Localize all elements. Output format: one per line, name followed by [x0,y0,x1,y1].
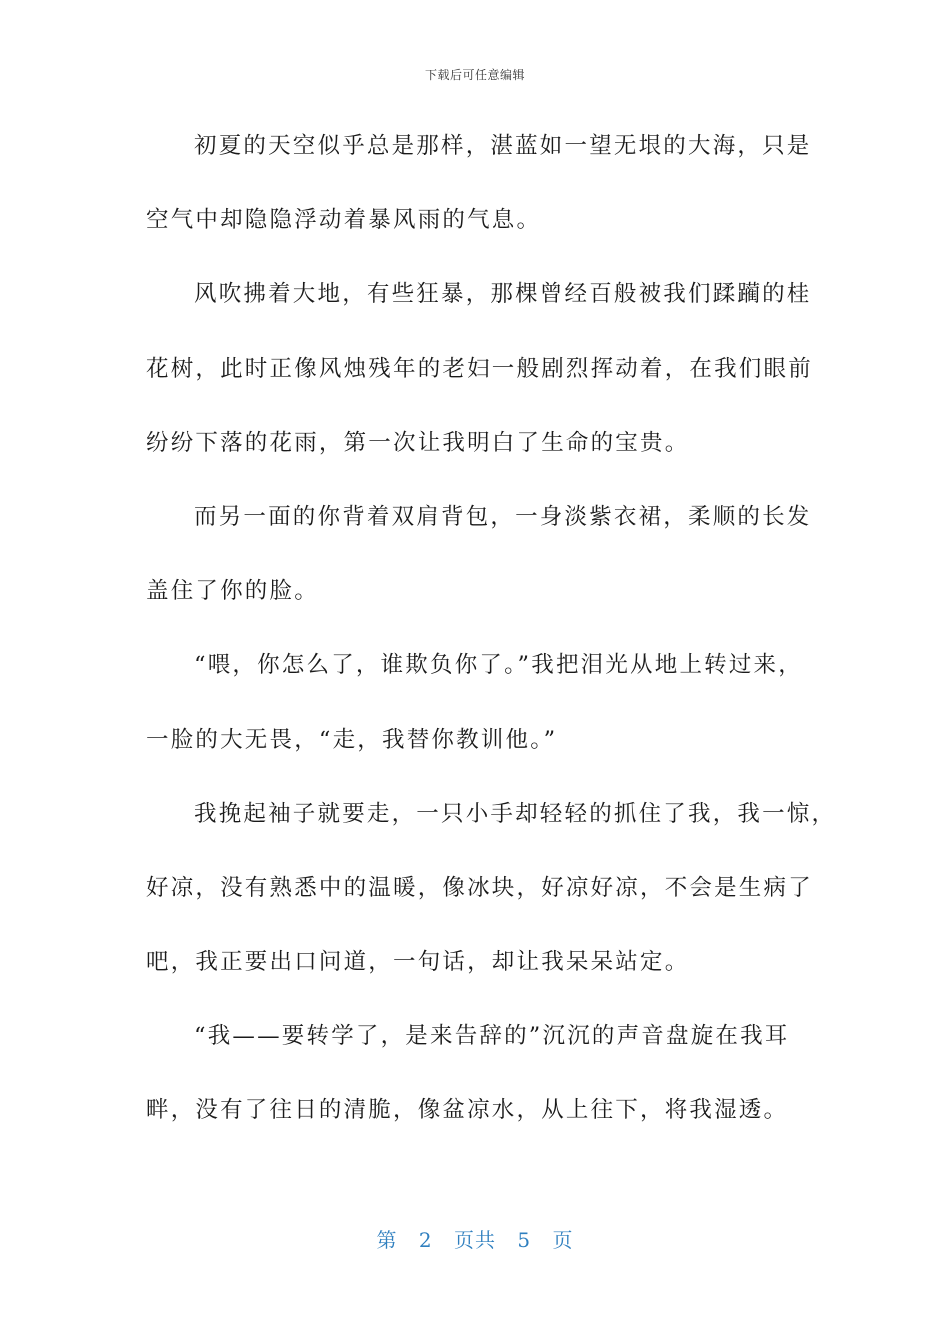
footer-current-page: 2 [418,1228,433,1252]
paragraph [146,272,813,495]
footer-prefix: 第 [376,1228,398,1252]
paragraph-line: 而另一面的你背着双肩背包，一身淡紫衣裙，柔顺的长发 [194,503,812,530]
paragraph-line: 盖住了你的脸。 [146,578,319,605]
paragraph [146,792,837,1015]
footer-middle: 页共 [454,1228,496,1252]
paragraph-line: 好凉，没有熟悉中的温暖，像冰块，好凉好凉，不会是生病了 [146,874,813,901]
paragraph-line: 畔，没有了往日的清脆，像盆凉水，从上往下，将我湿透。 [146,1097,789,1124]
paragraph-line: 风吹拂着大地，有些狂暴，那棵曾经百般被我们蹂躏的桂 [194,281,812,308]
footer-suffix: 页 [552,1228,574,1252]
paragraph-line: 花树，此时正像风烛残年的老妇一般剧烈挥动着，在我们眼前 [146,355,813,382]
paragraph-line: 我挽起袖子就要走，一只小手却轻轻的抓住了我，我一惊， [194,800,837,827]
paragraph [146,1014,806,1162]
paragraph [146,495,812,643]
paragraph [146,124,812,272]
footer-total-pages: 5 [517,1228,532,1252]
page-header: 下载后可任意编辑 [424,68,525,82]
document-body [146,124,837,1163]
paragraph-line: “喂，你怎么了，谁欺负你了。”我把泪光从地上转过来， [194,652,803,679]
page-footer [0,1224,950,1253]
paragraph-line: 初夏的天空似乎总是那样，湛蓝如一望无垠的大海，只是 [194,133,812,159]
paragraph-line: 吧，我正要出口问道，一句话，却让我呆呆站定。 [146,949,690,976]
paragraph-line: 一脸的大无畏，“走，我替你教训他。” [146,726,558,753]
paragraph [146,643,806,791]
paragraph-line: “我——要转学了，是来告辞的”沉沉的声音盘旋在我耳 [194,1023,790,1050]
paragraph-line: 纷纷下落的花雨，第一次让我明白了生命的宝贵。 [146,429,690,456]
paragraph-line: 空气中却隐隐浮动着暴风雨的气息。 [146,207,542,234]
